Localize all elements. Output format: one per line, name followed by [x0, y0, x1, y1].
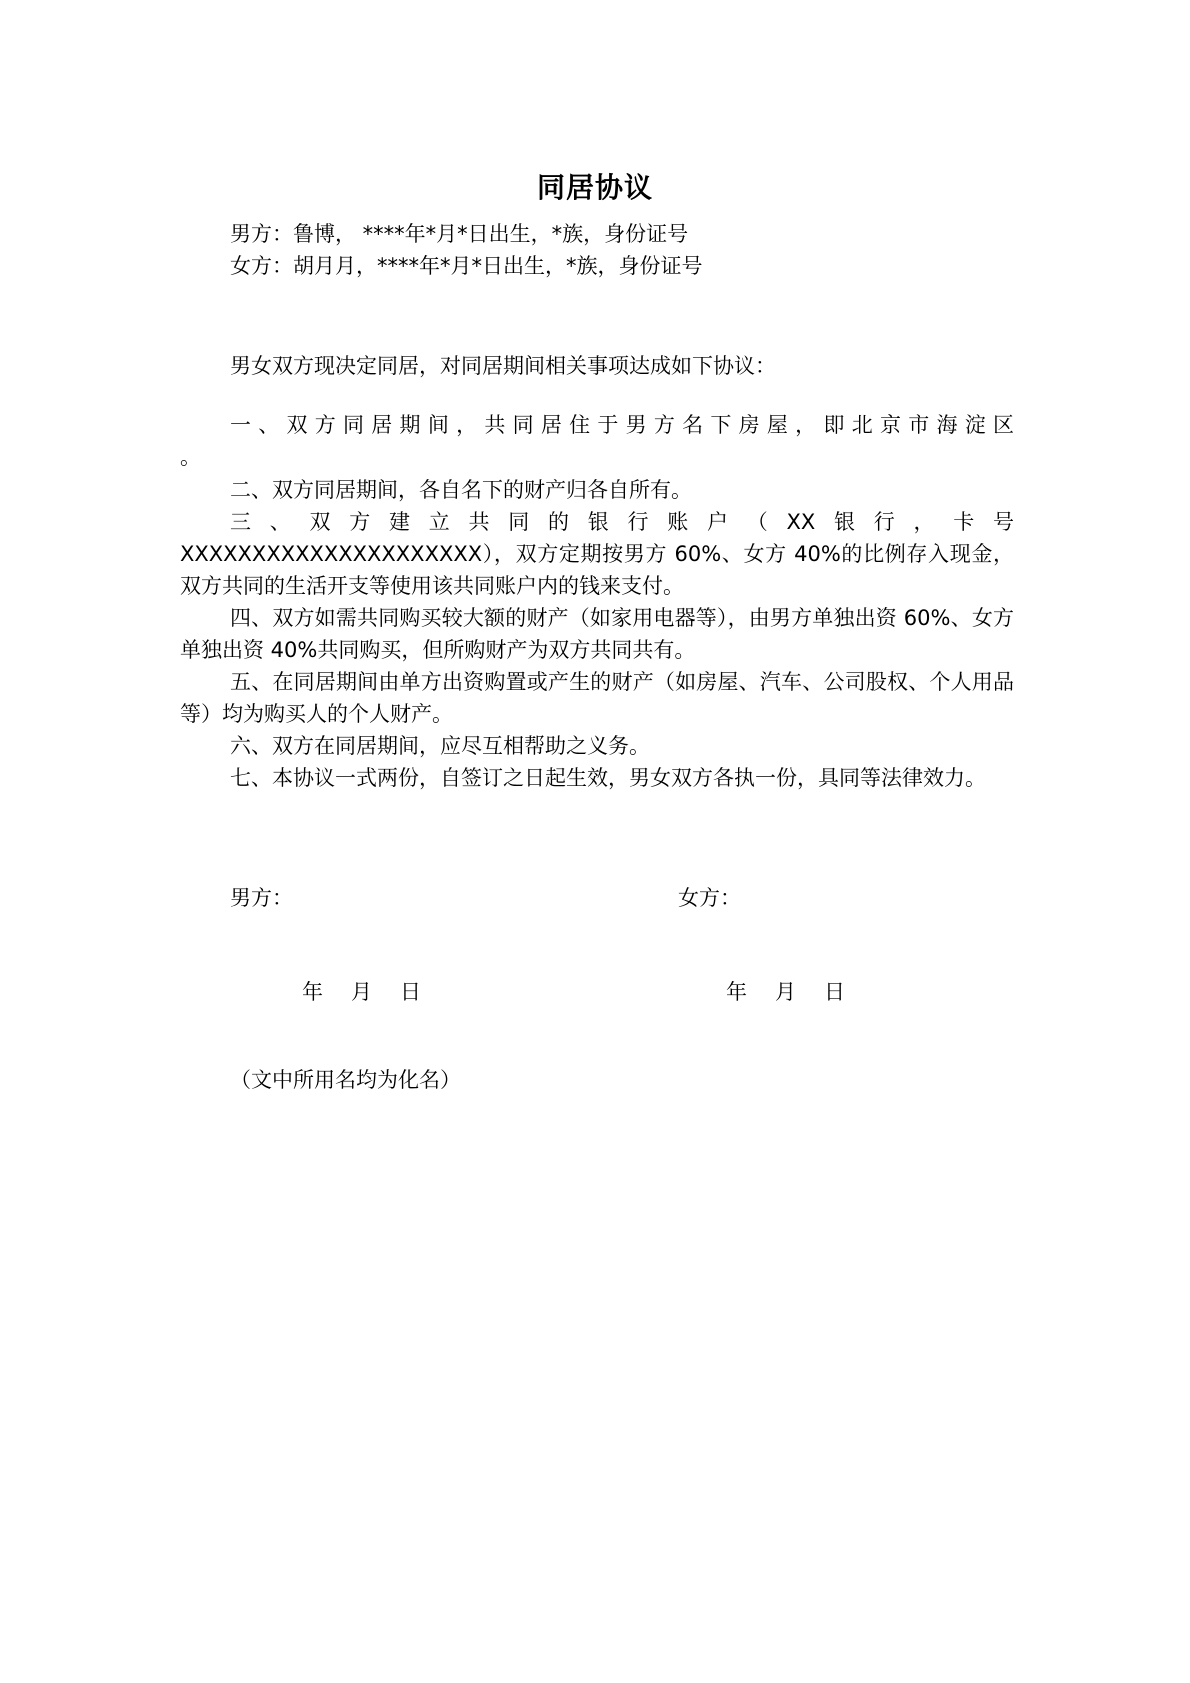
- male-date-day: 日: [400, 980, 421, 1004]
- intro-paragraph: 男女双方现决定同居，对同居期间相关事项达成如下协议：: [230, 354, 776, 378]
- clause-2: 二、双方同居期间，各自名下的财产归各自所有。: [230, 478, 692, 502]
- clause-1-line-1: 一、双方同居期间，共同居住于男方名下房屋，即北京市海淀区: [230, 413, 1014, 437]
- female-date-month: 月: [775, 980, 796, 1004]
- clause-6: 六、双方在同居期间，应尽互相帮助之义务。: [230, 734, 650, 758]
- clause-7: 七、本协议一式两份，自签订之日起生效，男女双方各执一份，具同等法律效力。: [230, 766, 986, 790]
- clause-5: 五、在同居期间由单方出资购置或产生的财产（如房屋、汽车、公司股权、个人用品等）均为购买人的个人财产。: [180, 670, 1014, 726]
- clause-3-line-1: 三、双方建立共同的银行账户（XX银行，卡号: [230, 510, 1014, 534]
- clause-4: 四、双方如需共同购买较大额的财产（如家用电器等），由男方单独出资 60%、女方单独出资 40%共同购买，但所购财产为双方共同共有。: [180, 606, 1014, 662]
- clause-1-line-2: 。: [180, 445, 201, 469]
- female-signature-date: [726, 976, 873, 1008]
- female-date-day: 日: [824, 980, 845, 1004]
- male-date-year: 年: [302, 980, 323, 1004]
- female-party-line: 女方：胡月月，****年*月*日出生，*族，身份证号: [230, 254, 703, 278]
- female-signature-label: 女方：: [678, 886, 741, 910]
- male-date-month: 月: [351, 980, 372, 1004]
- footnote-pseudonyms: （文中所用名均为化名）: [230, 1068, 461, 1092]
- clause-3-rest: XXXXXXXXXXXXXXXXXXXXX），双方定期按男方 60%、女方 40%的比例存入现金，双方共同的生活开支等使用该共同账户内的钱来支付。: [180, 542, 1014, 598]
- male-party-line: 男方：鲁博， ****年*月*日出生，*族，身份证号: [230, 222, 689, 246]
- female-date-year: 年: [726, 980, 747, 1004]
- male-signature-label: 男方：: [230, 886, 293, 910]
- male-signature-date: [302, 976, 449, 1008]
- document-title: 同居协议: [536, 171, 653, 204]
